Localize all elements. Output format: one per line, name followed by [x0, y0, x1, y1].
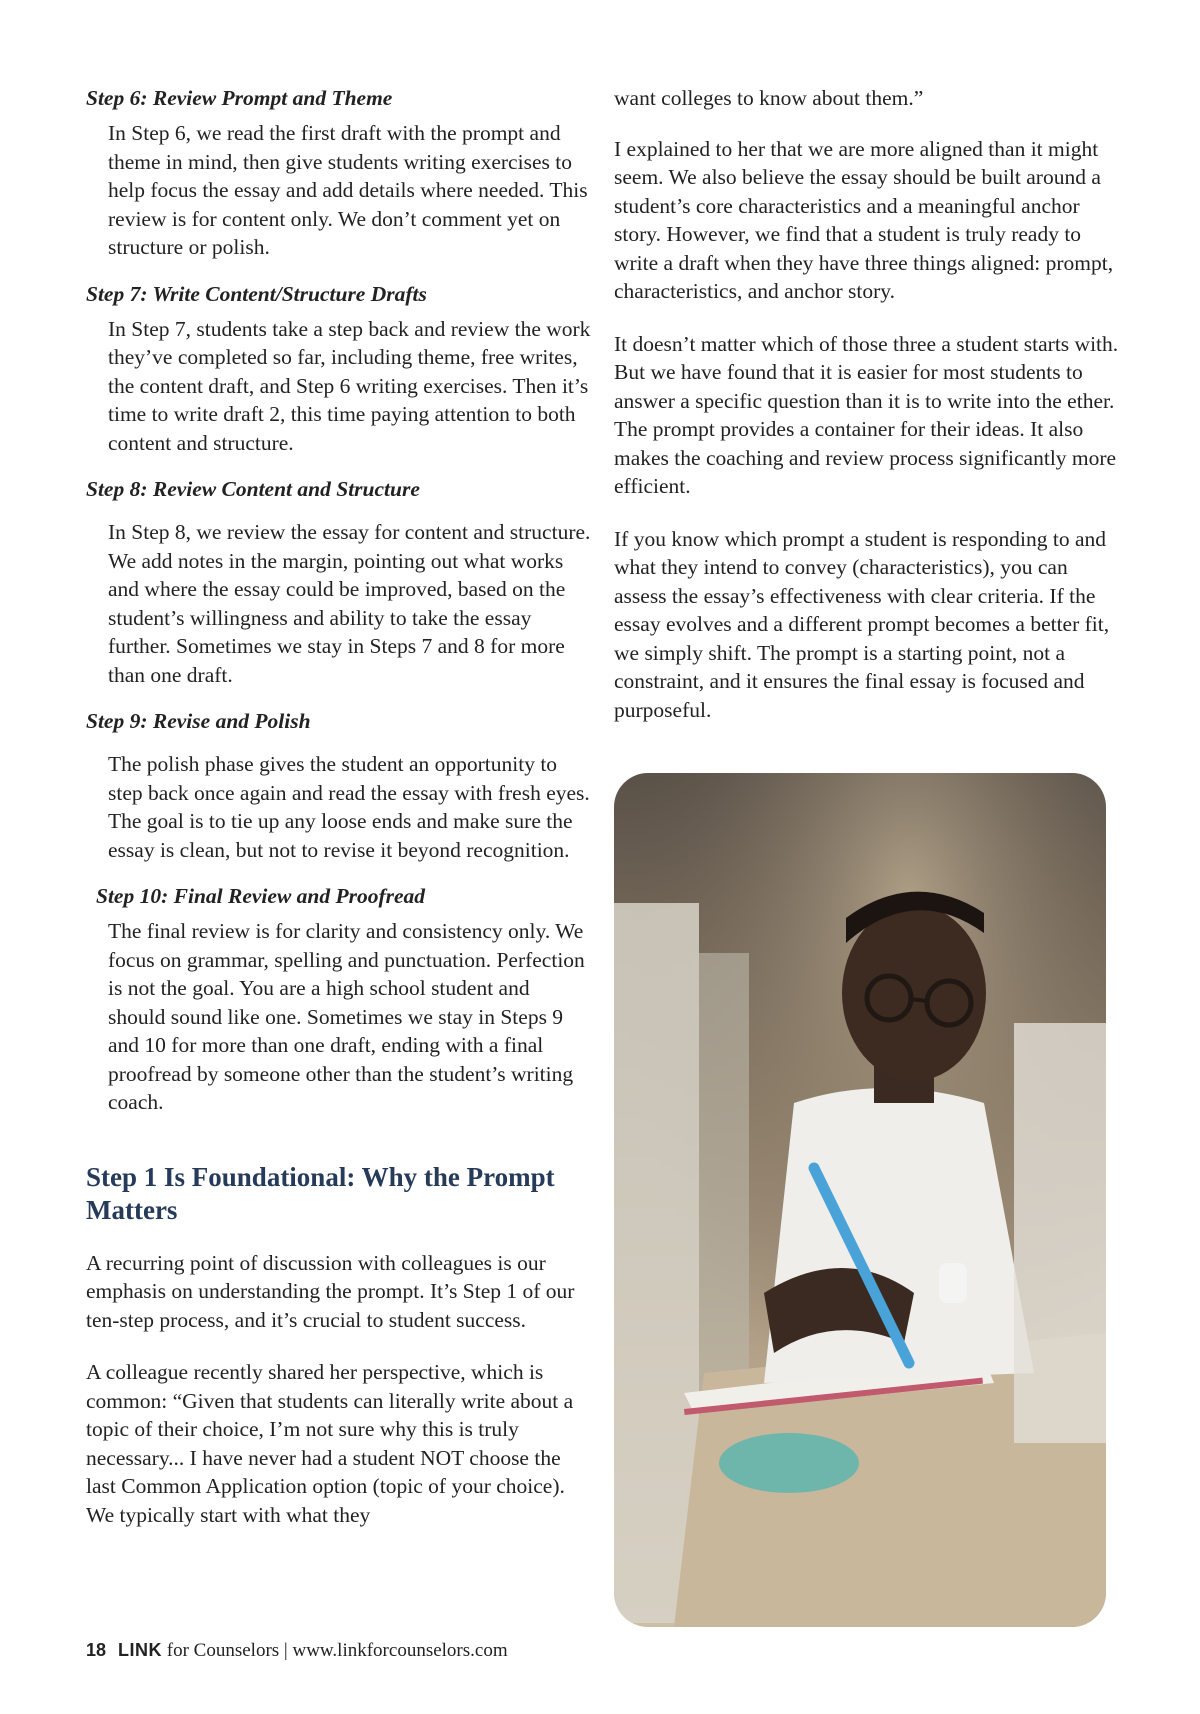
step-7	[86, 280, 591, 458]
section-title: Step 1 Is Foundational: Why the Prompt Matters	[86, 1161, 555, 1225]
paragraph: I explained to her that we are more aligned than it might seem. We also believe the essay should be built around a student’s core characteristics and a meaningful anchor story. However, we find that a student is truly ready to write a draft when they have three things aligned: prompt, characteristics, and anchor story.	[614, 136, 1114, 303]
footer-text: for Counselors | www.linkforcounselors.com	[166, 1640, 508, 1661]
step-heading: Step 8: Review Content and Structure	[86, 477, 420, 501]
step-body: In Step 8, we review the essay for content and structure. We add notes in the margin, pointing out what works and where the essay could be improved, based on the student’s willingness and ability to take the essay further. Sometimes we stay in Steps 7 and 8 for more than one draft.	[108, 520, 591, 687]
paragraph: If you know which prompt a student is responding to and what they intend to convey (characteristics), you can assess the essay’s effectiveness with clear criteria. If the essay evolves and a different prompt becomes a better fit, we simply shift. The prompt is a starting point, not a constraint, and it ensures the final essay is focused and purposeful.	[614, 526, 1110, 722]
step-heading: Step 9: Revise and Polish	[86, 709, 311, 733]
step-body: The polish phase gives the student an opportunity to step back once again and read the essay with fresh eyes. The goal is to tie up any loose ends and make sure the essay is clean, but not to revise it beyond recognition.	[108, 752, 590, 862]
page-number: 18	[86, 1640, 107, 1660]
left-column	[86, 84, 591, 1553]
student-writing-photo	[614, 773, 1106, 1627]
step-8	[86, 475, 591, 689]
step-body: The final review is for clarity and consistency only. We focus on grammar, spelling and punctuation. Perfection is not the goal. You are a high school student and should sound like one. Sometimes we stay in Steps 9 and 10 for more than one draft, ending with a final proofread by someone other than the student’s writing coach.	[108, 919, 585, 1114]
step-heading: Step 7: Write Content/Structure Drafts	[86, 281, 427, 306]
page-footer	[86, 1640, 508, 1662]
step-9	[86, 707, 591, 864]
right-column	[614, 84, 1119, 748]
continued-paragraph: want colleges to know about them.”	[614, 86, 924, 110]
step-10	[86, 882, 591, 1117]
step-heading: Step 6: Review Prompt and Theme	[86, 86, 393, 110]
paragraph: It doesn’t matter which of those three a student starts with. But we have found that it is easier for most students to answer a specific question than it is to write into the ether. The prompt provides a container for their ideas. It also makes the coaching and review process significantly more efficient.	[614, 331, 1119, 498]
magazine-brand: LINK	[118, 1640, 163, 1660]
step-body: In Step 6, we read the first draft with the prompt and theme in mind, then give students writing exercises to help focus the essay and add details where needed. This review is for content only. We don’t comment yet on structure or polish.	[108, 121, 588, 259]
step-body: In Step 7, students take a step back and review the work they’ve completed so far, including theme, free writes, the content draft, and Step 6 writing exercises. Then it’s time to write draft 2, this time paying attention to both content and structure.	[108, 316, 591, 455]
section-paragraph: A recurring point of discussion with colleagues is our emphasis on understanding the prompt. It’s Step 1 of our ten-step process, and it’s crucial to student success.	[86, 1250, 575, 1332]
step-heading: Step 10: Final Review and Proofread	[96, 884, 426, 908]
section-paragraph: A colleague recently shared her perspective, which is common: “Given that students can literally write about a topic of their choice, I’m not sure why this is truly necessary... I have never had a student NOT choose the last Common Application option (topic of your choice). We typically start with what they	[86, 1360, 574, 1527]
step-6	[86, 84, 591, 262]
